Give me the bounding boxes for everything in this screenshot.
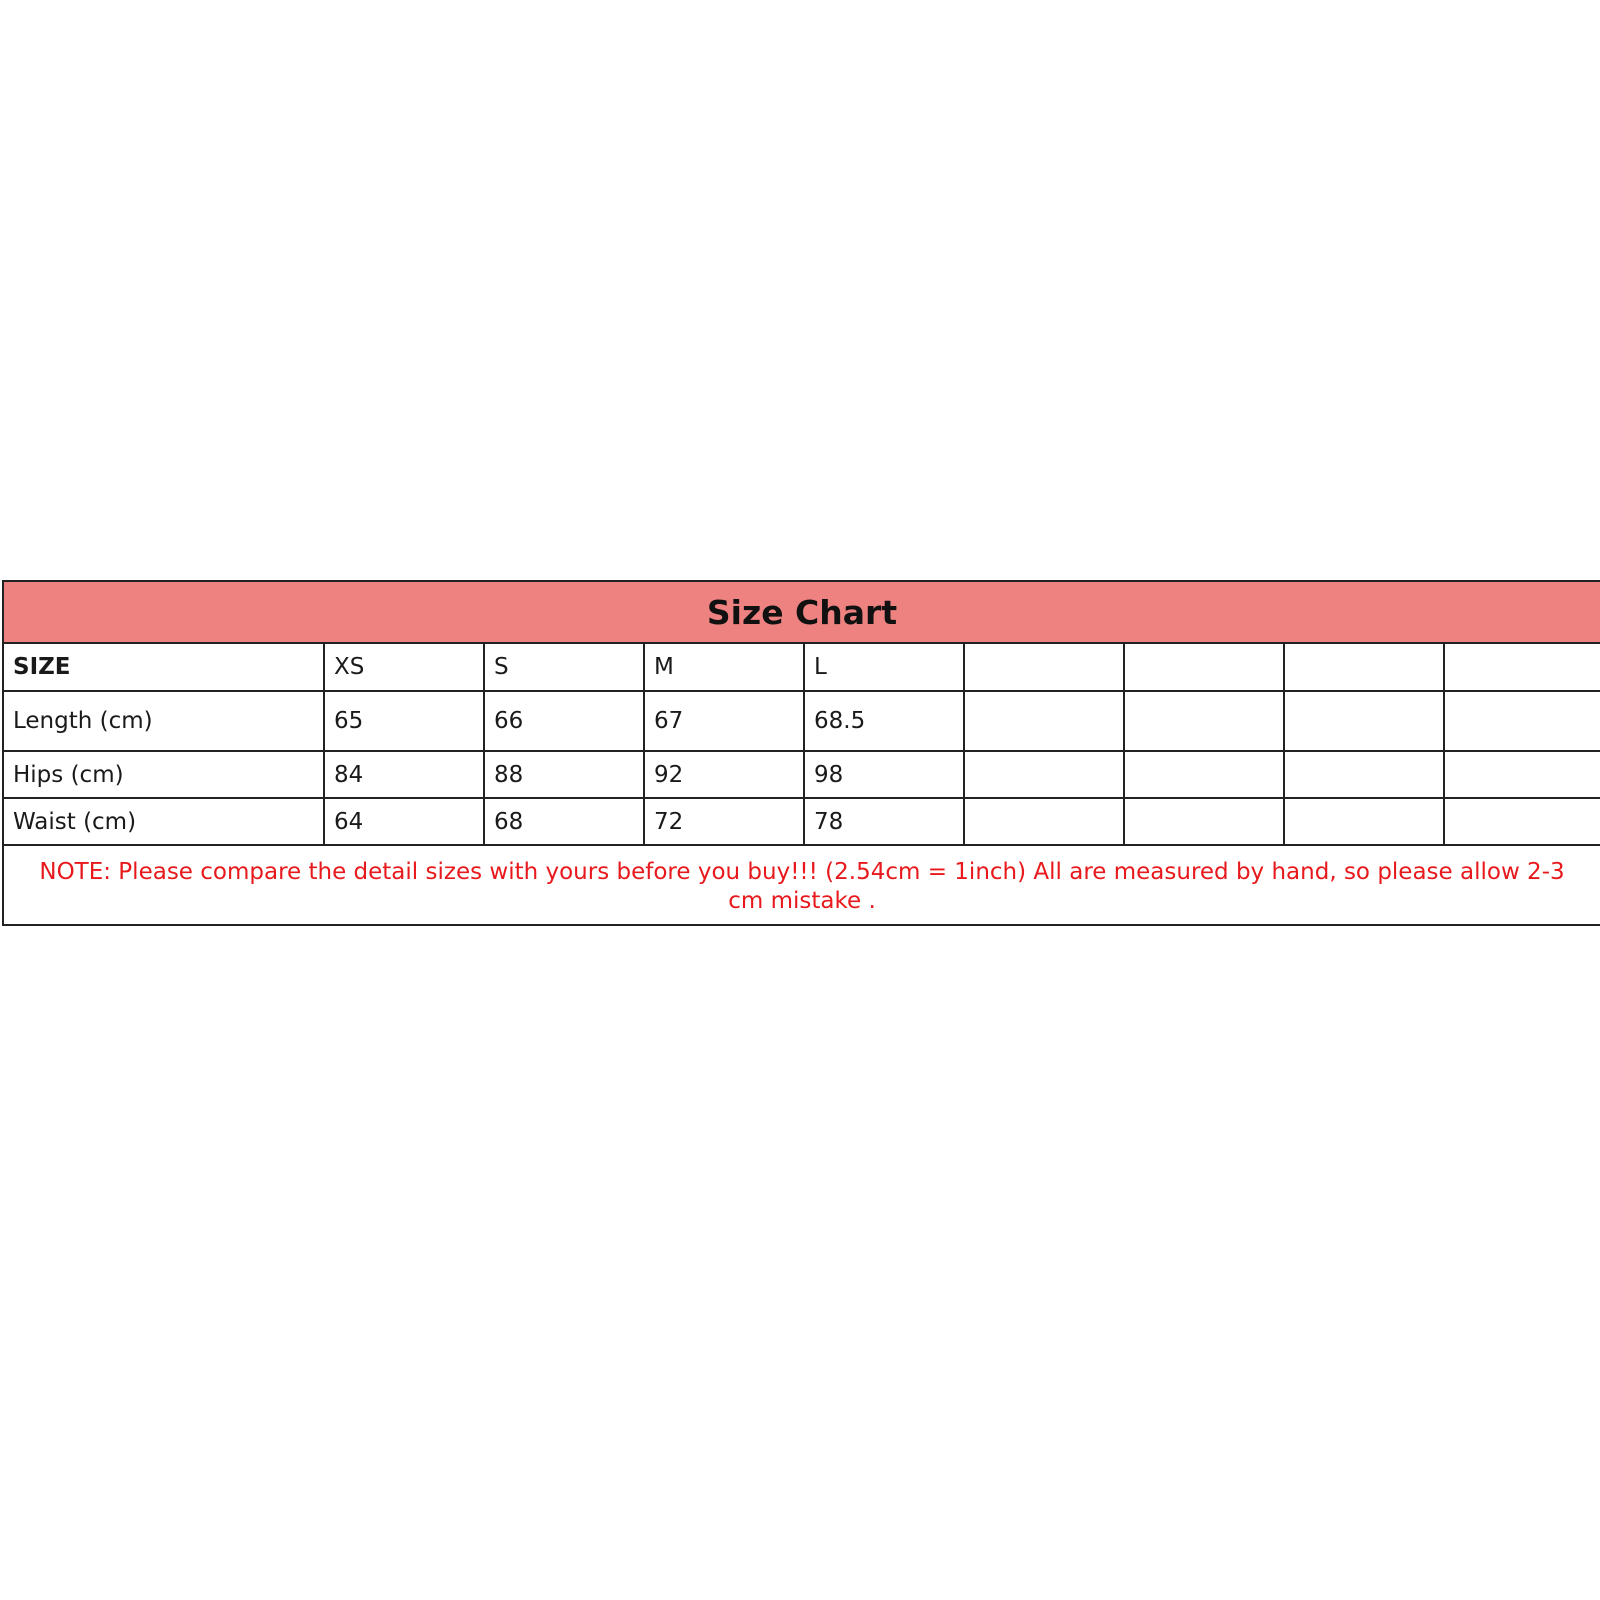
- size-table: [4, 644, 1600, 846]
- table-cell: 67: [644, 691, 804, 751]
- table-cell: [1444, 798, 1600, 845]
- table-cell: 92: [644, 751, 804, 798]
- table-cell: [1124, 751, 1284, 798]
- table-cell: 68.5: [804, 691, 964, 751]
- table-cell: 65: [324, 691, 484, 751]
- size-column-header: [1124, 644, 1284, 691]
- table-cell: [1124, 691, 1284, 751]
- table-row: [4, 751, 1600, 798]
- table-cell: [1444, 751, 1600, 798]
- table-cell: [1284, 751, 1444, 798]
- table-row: [4, 691, 1600, 751]
- size-column-header: [1444, 644, 1600, 691]
- table-cell: [1124, 798, 1284, 845]
- size-column-header: [964, 644, 1124, 691]
- size-column-header: [1284, 644, 1444, 691]
- chart-title: Size Chart: [4, 582, 1600, 644]
- table-cell: [964, 798, 1124, 845]
- table-cell: 66: [484, 691, 644, 751]
- table-cell: 84: [324, 751, 484, 798]
- table-cell: 88: [484, 751, 644, 798]
- table-cell: [1444, 691, 1600, 751]
- table-cell: [964, 691, 1124, 751]
- table-cell: 72: [644, 798, 804, 845]
- size-column-header: S: [484, 644, 644, 691]
- table-cell: 78: [804, 798, 964, 845]
- size-note: NOTE: Please compare the detail sizes with yours before you buy!!! (2.54cm = 1inch) All are measured by hand, so please allow 2-3 cm mistake .: [39, 859, 1565, 914]
- table-cell: [964, 751, 1124, 798]
- table-row: [4, 798, 1600, 845]
- size-column-header: XS: [324, 644, 484, 691]
- table-cell: [1284, 798, 1444, 845]
- row-label: Waist (cm): [4, 798, 324, 845]
- size-chart: [2, 580, 1600, 926]
- table-cell: 68: [484, 798, 644, 845]
- table-cell: 98: [804, 751, 964, 798]
- table-header-row: [4, 644, 1600, 691]
- row-label: SIZE: [4, 644, 324, 691]
- table-cell: 64: [324, 798, 484, 845]
- table-cell: [1284, 691, 1444, 751]
- size-column-header: L: [804, 644, 964, 691]
- row-label: Length (cm): [4, 691, 324, 751]
- size-column-header: M: [644, 644, 804, 691]
- row-label: Hips (cm): [4, 751, 324, 798]
